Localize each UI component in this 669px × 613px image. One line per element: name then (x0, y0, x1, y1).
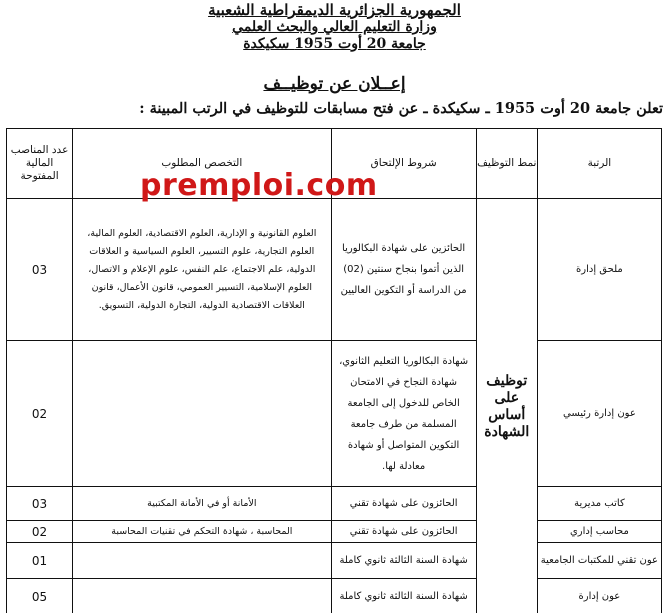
rank-cell: عون إدارة رئيسي (537, 341, 661, 487)
specialty-cell: العلوم القانونية و الإدارية، العلوم الاقتصادية، العلوم المالية، العلوم التجارية، علوم التسيير، العلوم السياسية و العلاقات الدولية، علم الاجتماع، علم النفس، علوم الإعلام و الاتصال، العلوم الإسلامية، التسيير العمومي، قانون الأعمال، قانون العلاقات الاقتصادية الدولية، التجارة الدولية، التسويق. (73, 199, 331, 341)
letterhead (0, 2, 669, 53)
announcement-title (0, 74, 669, 94)
table-row (7, 487, 662, 521)
count-cell: 01 (7, 543, 73, 579)
university-line: جامعة 20 أوت 1955 سكيكدة (243, 36, 426, 52)
count-cell: 02 (7, 341, 73, 487)
recruitment-mode-cell: توظيف على أساس الشهادة (476, 199, 537, 613)
site-watermark: premploi.com (140, 168, 378, 203)
rank-cell: عون تقني للمكتبات الجامعية (537, 543, 661, 579)
header-count: عدد المناصب المالية المفتوحة (7, 129, 73, 199)
conditions-cell: شهادة السنة الثالثة ثانوي كاملة (331, 543, 476, 579)
conditions-cell: الحائزون على شهادة تقني (331, 487, 476, 521)
table-row (7, 543, 662, 579)
header-specialty: التخصص المطلوب (73, 129, 331, 199)
rank-cell: محاسب إداري (537, 521, 661, 543)
header-conditions: شروط الإلتحاق (331, 129, 476, 199)
header-rank: الرتبة (537, 129, 661, 199)
conditions-cell: شهادة البكالوريا التعليم الثانوي، شهادة النجاح في الامتحان الخاص للدخول إلى الجامعة المسلمة من طرف جامعة التكوين المتواصل أو شهادة معادلة لها. (331, 341, 476, 487)
republic-line: الجمهورية الجزائرية الديمقراطية الشعبية (208, 1, 461, 19)
rank-cell: كاتب مديرية (537, 487, 661, 521)
table-row (7, 579, 662, 613)
announcement-title-text: إعــلان عن توظيــف (263, 74, 406, 94)
ministry-line: وزارة التعليم العالي والبحث العلمي (232, 19, 437, 35)
count-cell: 05 (7, 579, 73, 613)
conditions-cell: شهادة السنة الثالثة ثانوي كاملة (331, 579, 476, 613)
specialty-cell (73, 341, 331, 487)
header-mode: نمط التوظيف (476, 129, 537, 199)
intro-text: تعلن جامعة 20 أوت 1955 ـ سكيكدة ـ عن فتح مسابقات للتوظيف في الرتب المبينة : (139, 100, 663, 117)
rank-cell: ملحق إدارة (537, 199, 661, 341)
table-row (7, 341, 662, 487)
table-row (7, 199, 662, 341)
table-row (7, 521, 662, 543)
conditions-cell: الحائزين على شهادة البكالوريا الذين أتموا بنجاح سنتين (02) من الدراسة أو التكوين العاليين (331, 199, 476, 341)
rank-cell: عون إدارة (537, 579, 661, 613)
specialty-cell: الأمانة أو في الأمانة المكتبية (73, 487, 331, 521)
conditions-cell: الحائزون على شهادة تقني (331, 521, 476, 543)
count-cell: 02 (7, 521, 73, 543)
count-cell: 03 (7, 199, 73, 341)
specialty-cell (73, 543, 331, 579)
specialty-cell: المحاسبة ، شهادة التحكم في تقنيات المحاسبة (73, 521, 331, 543)
count-cell: 03 (7, 487, 73, 521)
specialty-cell (73, 579, 331, 613)
